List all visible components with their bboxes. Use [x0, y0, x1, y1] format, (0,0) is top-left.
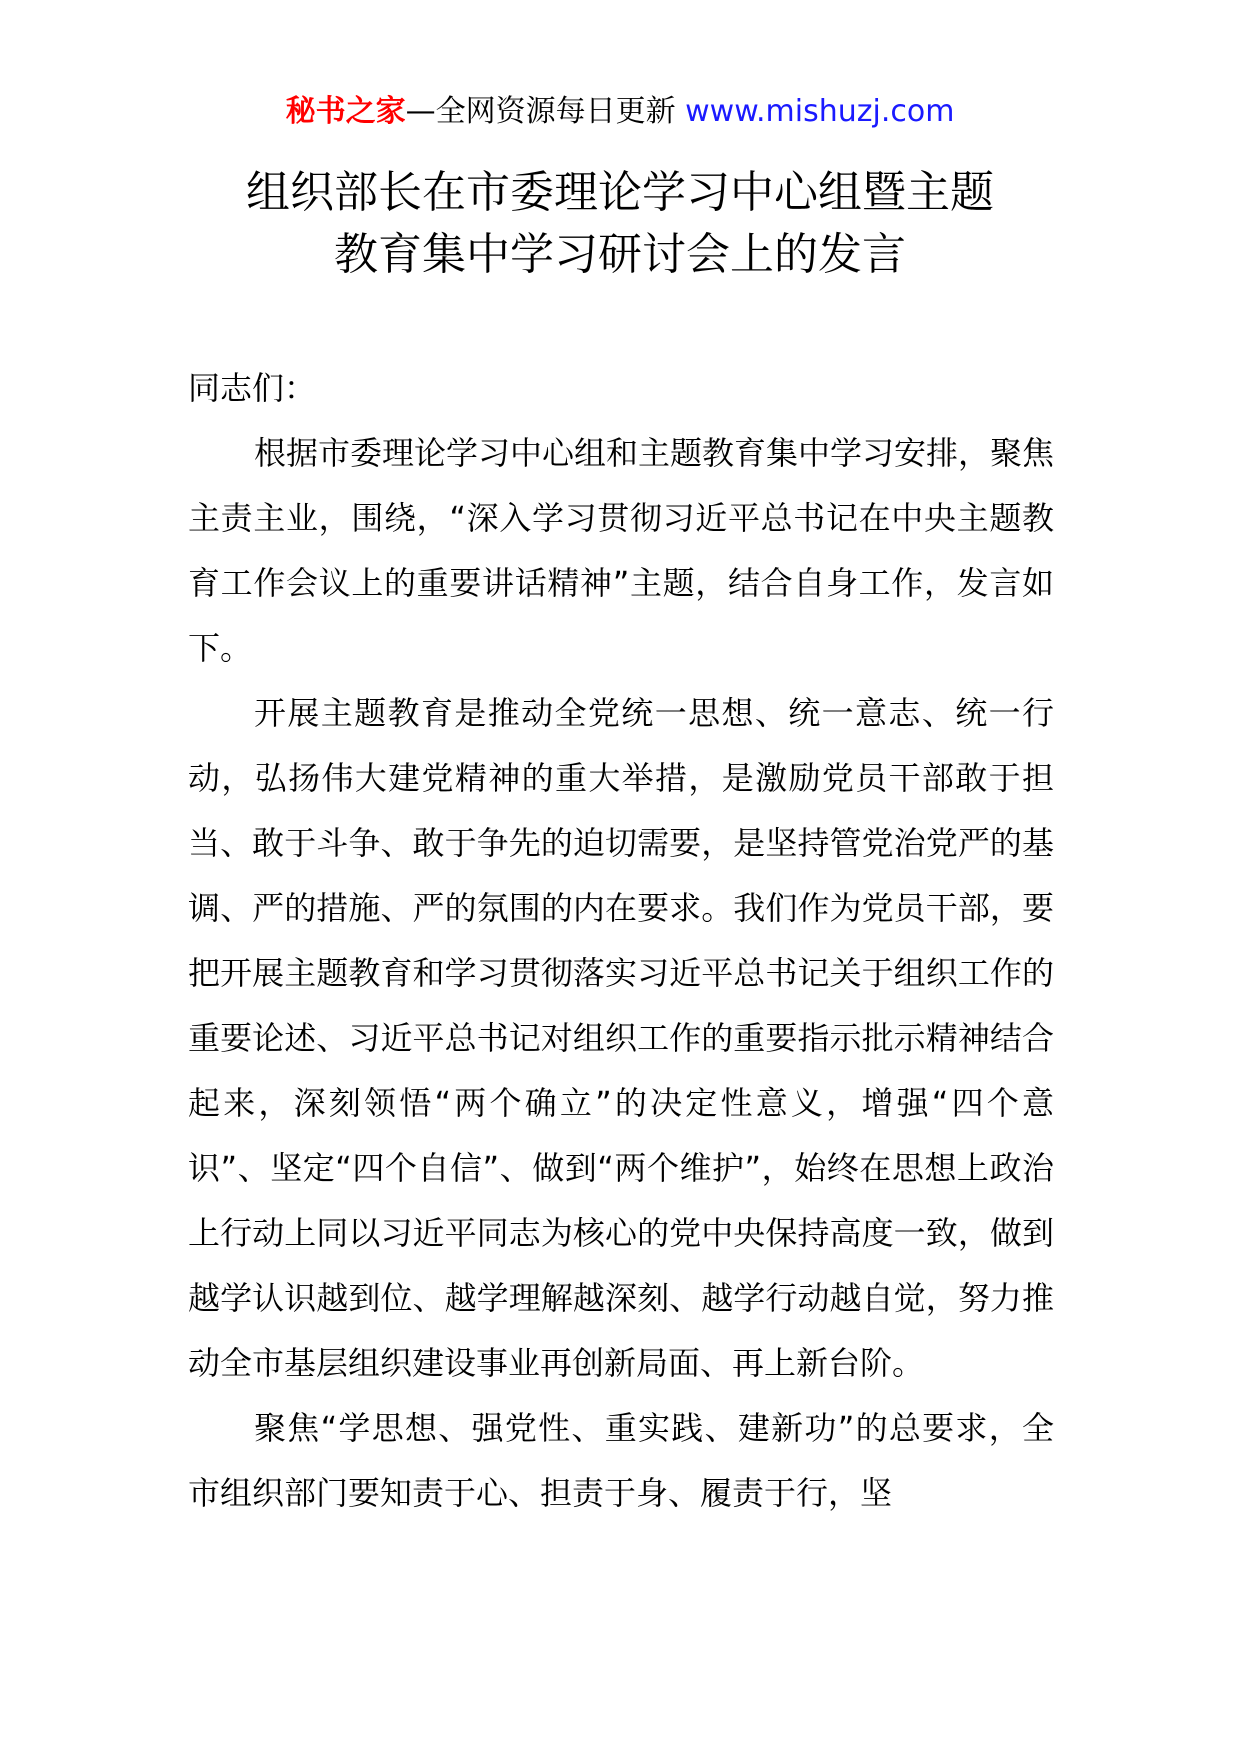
document-body — [188, 356, 1054, 1526]
site-url-link[interactable]: www.mishuzj.com — [685, 94, 955, 129]
salutation: 同志们： — [188, 369, 317, 407]
site-tagline: —全网资源每日更新 — [405, 94, 676, 129]
paragraph-1: 根据市委理论学习中心组和主题教育集中学习安排，聚焦主责主业，围绕，“深入学习贯彻习近平总书记在中央主题教育工作会议上的重要讲话精神”主题，结合自身工作，发言如下。 — [188, 434, 1055, 667]
title-line-2: 教育集中学习研讨会上的发言 — [334, 229, 906, 280]
site-header — [0, 92, 1240, 132]
paragraph-3: 聚焦“学思想、强党性、重实践、建新功”的总要求，全市组织部门要知责于心、担责于身、履责于行，坚 — [188, 1409, 1054, 1512]
document-title — [0, 162, 1240, 286]
brand-name: 秘书之家 — [285, 94, 406, 129]
paragraph-2: 开展主题教育是推动全党统一思想、统一意志、统一行动，弘扬伟大建党精神的重大举措，是激励党员干部敢于担当、敢于斗争、敢于争先的迫切需要，是坚持管党治党严的基调、严的措施、严的氛围的内在要求。我们作为党员干部，要把开展主题教育和学习贯彻落实习近平总书记关于组织工作的重要论述、习近平总书记对组织工作的重要指示批示精神结合起来，深刻领悟“两个确立”的决定性意义，增强“四个意识”、坚定“四个自信”、做到“两个维护”，始终在思想上政治上行动上同以习近平同志为核心的党中央保持高度一致，做到越学认识越到位、越学理解越深刻、越学行动越自觉，努力推动全市基层组织建设事业再创新局面、再上新台阶。 — [188, 694, 1054, 1382]
title-line-1: 组织部长在市委理论学习中心组暨主题 — [246, 167, 994, 218]
